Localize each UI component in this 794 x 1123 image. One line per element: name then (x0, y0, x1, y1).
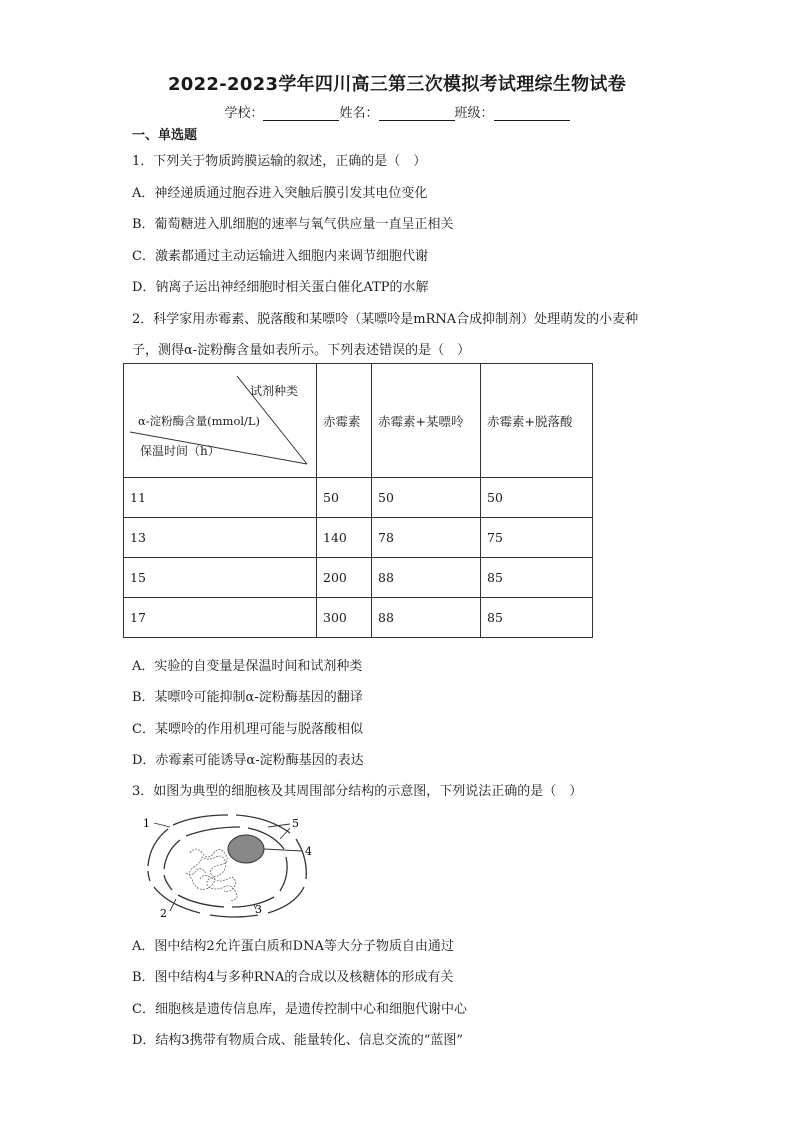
q2-option-a: A．实验的自变量是保温时间和试剂种类 (132, 659, 363, 674)
page-title: 2022-2023学年四川高三第三次模拟考试理综生物试卷 (167, 74, 627, 95)
q3-stem: 3．如图为典型的细胞核及其周围部分结构的示意图，下列说法正确的是（ ） (132, 784, 583, 799)
corner-label-enzyme: α-淀粉酶含量(mmol/L) (138, 414, 261, 428)
table-row (124, 558, 593, 598)
table-cell: 50 (317, 478, 372, 518)
q2-option-b: B．某嘌呤可能抑制α-淀粉酶基因的翻译 (132, 690, 363, 705)
q3-option-a: A．图中结构2允许蛋白质和DNA等大分子物质自由通过 (132, 939, 454, 954)
table-cell: 15 (124, 558, 317, 598)
table-column-header: 赤霉素+某嘌呤 (372, 364, 481, 478)
table-cell: 88 (372, 598, 481, 638)
table-column-header: 赤霉素+脱落酸 (481, 364, 593, 478)
table-cell: 140 (317, 518, 372, 558)
corner-label-time: 保温时间（h） (140, 444, 220, 458)
table-cell: 85 (481, 558, 593, 598)
table-cell: 50 (372, 478, 481, 518)
table-cell: 300 (317, 598, 372, 638)
table-cell: 11 (124, 478, 317, 518)
diagram-label-4: 4 (305, 845, 312, 858)
q2-stem-line1: 2．科学家用赤霉素、脱落酸和某嘌呤（某嘌呤是mRNA合成抑制剂）处理萌发的小麦种 (132, 312, 639, 327)
table-row (124, 598, 593, 638)
table-cell: 200 (317, 558, 372, 598)
corner-label-reagent: 试剂种类 (250, 384, 299, 398)
q2-stem-line2: 子，测得α-淀粉酶含量如表所示。下列表述错误的是（ ） (132, 343, 471, 358)
diagram-label-2: 2 (160, 907, 167, 920)
school-blank (263, 106, 339, 121)
enzyme-table (123, 363, 593, 638)
table-cell: 85 (481, 598, 593, 638)
table-cell: 75 (481, 518, 593, 558)
table-column-header: 赤霉素 (317, 364, 372, 478)
section-heading: 一、单选题 (132, 128, 198, 143)
diagram-label-3: 3 (255, 903, 262, 916)
table-cell: 88 (372, 558, 481, 598)
table-row (124, 478, 593, 518)
q3-option-d: D．结构3携带有物质合成、能量转化、信息交流的“蓝图” (132, 1033, 463, 1048)
q1-option-c: C．激素都通过主动运输进入细胞内来调节细胞代谢 (132, 249, 428, 264)
table-cell: 13 (124, 518, 317, 558)
q1-option-b: B．葡萄糖进入肌细胞的速率与氧气供应量一直呈正相关 (132, 217, 454, 232)
nucleus-diagram (140, 813, 330, 923)
class-blank (494, 106, 570, 121)
name-label: 姓名： (339, 106, 379, 121)
q3-option-b: B．图中结构4与多种RNA的合成以及核糖体的形成有关 (132, 970, 454, 985)
diagram-label-1: 1 (143, 817, 150, 830)
q1-option-a: A．神经递质通过胞吞进入突触后膜引发其电位变化 (132, 186, 428, 201)
table-row (124, 518, 593, 558)
q1-stem: 1．下列关于物质跨膜运输的叙述，正确的是（ ） (132, 154, 427, 169)
table-cell: 17 (124, 598, 317, 638)
table-corner-cell (124, 364, 317, 478)
q1-option-d: D．钠离子运出神经细胞时相关蛋白催化ATP的水解 (132, 280, 429, 295)
school-label: 学校： (224, 106, 264, 121)
table-header-row (124, 364, 593, 478)
class-label: 班级： (454, 106, 494, 121)
table-cell: 50 (481, 478, 593, 518)
q2-option-d: D．赤霉素可能诱导α-淀粉酶基因的表达 (132, 753, 364, 768)
diagram-label-5: 5 (292, 817, 299, 830)
student-info (0, 102, 794, 121)
table-cell: 78 (372, 518, 481, 558)
name-blank (379, 106, 455, 121)
q2-option-c: C．某嘌呤的作用机理可能与脱落酸相似 (132, 722, 363, 737)
q3-option-c: C．细胞核是遗传信息库，是遗传控制中心和细胞代谢中心 (132, 1002, 467, 1017)
